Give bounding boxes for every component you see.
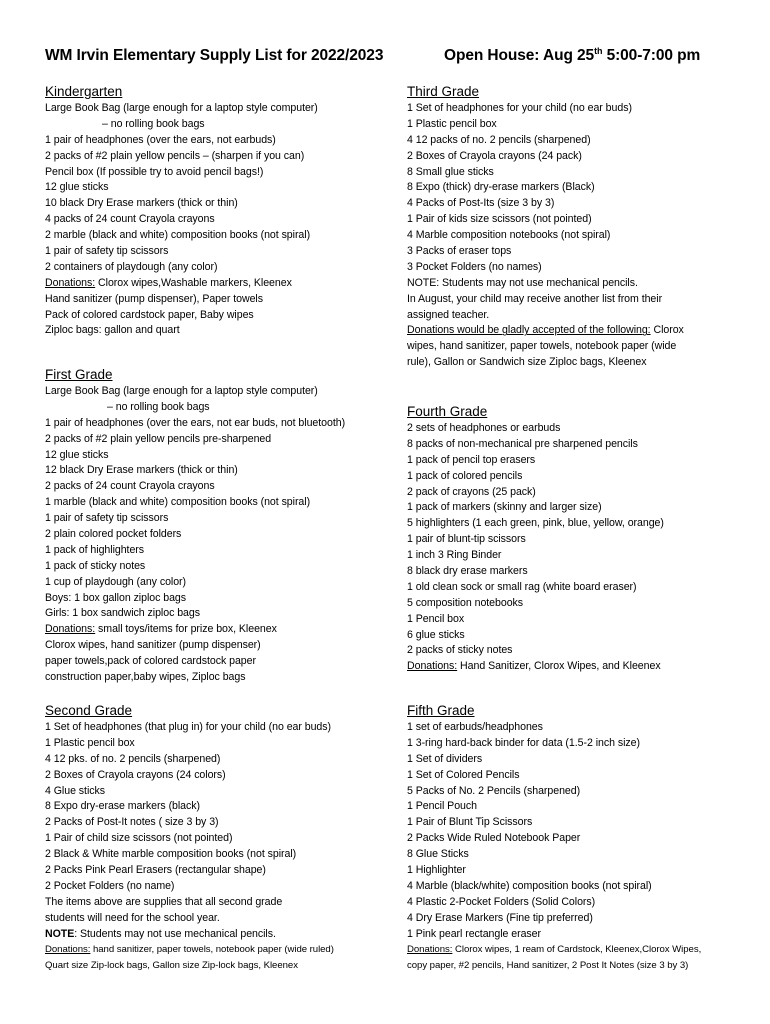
list-item: 4 12 packs of no. 2 pencils (sharpened) [407,133,591,146]
list-item: 1 Pencil Pouch [407,800,477,813]
donations-label: Donations: [407,660,458,673]
list-item: 1 cup of playdough (any color) [45,575,187,588]
list-item: 1 pair of safety tip scissors [45,245,169,258]
donations-text: Clorox wipes,Washable markers, Kleenex [95,276,292,289]
list-item: The items above are supplies that all second grade [45,895,283,908]
donations-line [45,276,395,292]
list-item: 1 Pink pearl rectangle eraser [407,927,541,940]
section-title-fourth-grade: Fourth Grade [407,404,488,419]
list-item: 1 Set of headphones (that plug in) for your child (no ear buds) [45,721,332,733]
list-item: 1 pack of sticky notes [45,559,146,572]
list-item: 1 Set of headphones for your child (no ear buds) [407,102,632,114]
list-item: 10 black Dry Erase markers (thick or thin) [45,197,238,210]
list-item: 2 Packs Pink Pearl Erasers (rectangular shape) [45,864,266,877]
list-item: 2 pack of crayons (25 pack) [407,485,536,498]
donations-text: hand sanitizer, paper towels, notebook paper (wide ruled) [90,944,334,956]
section-title-first-grade: First Grade [45,367,113,382]
list-item: 6 glue sticks [407,628,465,641]
list-item: 4 Glue sticks [45,784,105,797]
list-item: 1 pack of pencil top erasers [407,453,536,466]
donations-line: wipes, hand sanitizer, paper towels, notebook paper (wide [407,340,677,353]
third-grade-section [407,82,757,371]
donations-text: Clorox [650,324,684,337]
open-house-heading [444,47,700,65]
list-item: Pencil box (If possible try to avoid pencil bags!) [45,165,264,178]
list-item: 2 packs of 24 count Crayola crayons [45,480,215,493]
list-item: NOTE: Students may not use mechanical pencils. [407,276,638,289]
list-item: 12 black Dry Erase markers (thick or thin) [45,464,238,477]
list-item: 1 pack of colored pencils [407,469,523,482]
list-item: 1 Plastic pencil box [407,117,497,130]
list-item: 1 Pencil box [407,612,465,625]
list-item: 2 containers of playdough (any color) [45,260,218,273]
list-item: 1 3-ring hard-back binder for data (1.5-2 inch size) [407,736,640,749]
list-item: 2 Boxes of Crayola crayons (24 colors) [45,768,226,781]
donations-line [407,659,757,675]
donations-text: small toys/items for prize box, Kleenex [95,623,277,636]
list-item: 2 packs of sticky notes [407,644,513,657]
list-item: Boys: 1 box gallon ziploc bags [45,591,187,604]
fifth-grade-section [407,701,757,974]
list-item: 12 glue sticks [45,181,109,194]
note-text: : Students may not use mechanical pencils. [74,927,276,940]
list-item: 1 pair of safety tip scissors [45,512,169,525]
donations-line: Clorox wipes, hand sanitizer (pump dispenser) [45,639,261,652]
list-item: 4 12 pks. of no. 2 pencils (sharpened) [45,752,221,765]
list-item: 1 Pair of Blunt Tip Scissors [407,816,533,829]
list-item: 5 Packs of No. 2 Pencils (sharpened) [407,784,581,797]
section-title-second-grade: Second Grade [45,703,133,718]
list-item: Large Book Bag (large enough for a laptop style computer) [45,102,318,114]
list-item: 1 Plastic pencil box [45,736,135,749]
list-item: 1 Pair of child size scissors (not pointed) [45,832,233,845]
second-grade-section [45,701,395,974]
list-item: In August, your child may receive another list from their [407,292,663,305]
list-item: 8 black dry erase markers [407,565,528,578]
list-item: 1 pair of headphones (over the ears, not earbuds) [45,133,276,146]
list-item: 1 set of earbuds/headphones [407,721,543,733]
list-item: 1 inch 3 Ring Binder [407,549,502,562]
list-item: 1 Highlighter [407,864,466,877]
list-item: 12 glue sticks [45,448,109,461]
donations-label: Donations: [407,944,453,956]
list-item: 1 pack of markers (skinny and larger size) [407,501,602,514]
list-item: 3 Packs of eraser tops [407,245,512,258]
list-item: 2 marble (black and white) composition books (not spiral) [45,229,311,242]
list-item: 2 Black & White marble composition books (not spiral) [45,848,297,861]
list-item: 1 old clean sock or small rag (white board eraser) [407,580,637,593]
donations-label: Donations: [45,944,91,956]
list-item: 4 Marble (black/white) composition books (not spiral) [407,879,652,892]
list-item: 1 pair of headphones (over the ears, not ear buds, not bluetooth) [45,416,346,429]
donations-line: Hand sanitizer (pump dispenser), Paper towels [45,292,263,305]
section-title-kindergarten: Kindergarten [45,84,123,99]
list-item: 4 Plastic 2-Pocket Folders (Solid Colors) [407,895,596,908]
list-item: – no rolling book bags [107,400,210,413]
donations-line [407,942,757,958]
list-item: students will need for the school year. [45,911,220,924]
open-house-date-suffix: th [594,45,603,56]
list-item: assigned teacher. [407,308,490,321]
open-house-date: Open House: Aug 25 [444,47,595,64]
donations-line: rule), Gallon or Sandwich size Ziploc bags, Kleenex [407,356,647,369]
list-item: 4 Marble composition notebooks (not spiral) [407,229,611,242]
donations-line: Ziploc bags: gallon and quart [45,324,180,337]
open-house-time: 5:00-7:00 pm [602,47,701,64]
list-item: 8 packs of non-mechanical pre sharpened pencils [407,437,638,450]
list-item: 2 Packs Wide Ruled Notebook Paper [407,832,581,845]
donations-label: Donations: [45,276,96,289]
page-title: WM Irvin Elementary Supply List for 2022/2023 [45,47,384,64]
donations-line: paper towels,pack of colored cardstock paper [45,655,256,668]
first-grade-section [45,365,395,686]
list-item: 4 packs of 24 count Crayola crayons [45,213,215,226]
list-item: 2 packs of #2 plain yellow pencils pre-sharpened [45,432,272,445]
list-item: 5 composition notebooks [407,596,524,609]
note-line [45,927,395,943]
list-item: 2 plain colored pocket folders [45,528,182,541]
list-item: 3 Pocket Folders (no names) [407,260,542,273]
list-item: 8 Small glue sticks [407,165,494,178]
list-item: 2 Packs of Post-It notes ( size 3 by 3) [45,816,219,829]
donations-line [45,622,395,638]
kindergarten-section [45,82,395,339]
section-title-fifth-grade: Fifth Grade [407,703,475,718]
list-item: 1 marble (black and white) composition books (not spiral) [45,496,311,509]
list-item: 4 Dry Erase Markers (Fine tip preferred) [407,911,593,924]
list-item: Girls: 1 box sandwich ziploc bags [45,607,200,620]
donations-line: Pack of colored cardstock paper, Baby wipes [45,308,254,321]
donations-text: Clorox wipes, 1 ream of Cardstock, Kleenex,Clorox Wipes, [452,944,702,956]
list-item: 1 Pair of kids size scissors (not pointed) [407,213,592,226]
list-item: 2 packs of #2 plain yellow pencils – (sharpen if you can) [45,149,305,162]
fourth-grade-section [407,402,757,675]
donations-label: Donations would be gladly accepted of the following: [407,324,651,337]
donations-text: Hand Sanitizer, Clorox Wipes, and Kleenex [457,660,661,673]
section-title-third-grade: Third Grade [407,84,480,99]
list-item: 8 Glue Sticks [407,848,469,861]
list-item: 8 Expo dry-erase markers (black) [45,800,200,813]
donations-line: copy paper, #2 pencils, Hand sanitizer, 2 Post It Notes (size 3 by 3) [407,960,689,972]
donations-line: construction paper,baby wipes, Ziploc bags [45,671,246,684]
list-item: 1 Set of dividers [407,752,483,765]
list-item: Large Book Bag (large enough for a laptop style computer) [45,385,318,397]
list-item: 4 Packs of Post-Its (size 3 by 3) [407,197,555,210]
list-item: 1 Set of Colored Pencils [407,768,520,781]
donations-line [407,323,757,339]
list-item: – no rolling book bags [102,117,205,130]
list-item: 5 highlighters (1 each green, pink, blue, yellow, orange) [407,517,664,530]
list-item: 1 pack of highlighters [45,543,145,556]
donations-line: Quart size Zip-lock bags, Gallon size Zip-lock bags, Kleenex [45,960,298,972]
list-item: 2 Pocket Folders (no name) [45,879,175,892]
donations-label: Donations: [45,623,96,636]
list-item: 1 pair of blunt-tip scissors [407,533,526,546]
list-item: 8 Expo (thick) dry-erase markers (Black) [407,181,595,194]
list-item: 2 Boxes of Crayola crayons (24 pack) [407,149,582,162]
note-label: NOTE [45,927,75,940]
list-item: 2 sets of headphones or earbuds [407,422,561,434]
donations-line [45,942,395,958]
